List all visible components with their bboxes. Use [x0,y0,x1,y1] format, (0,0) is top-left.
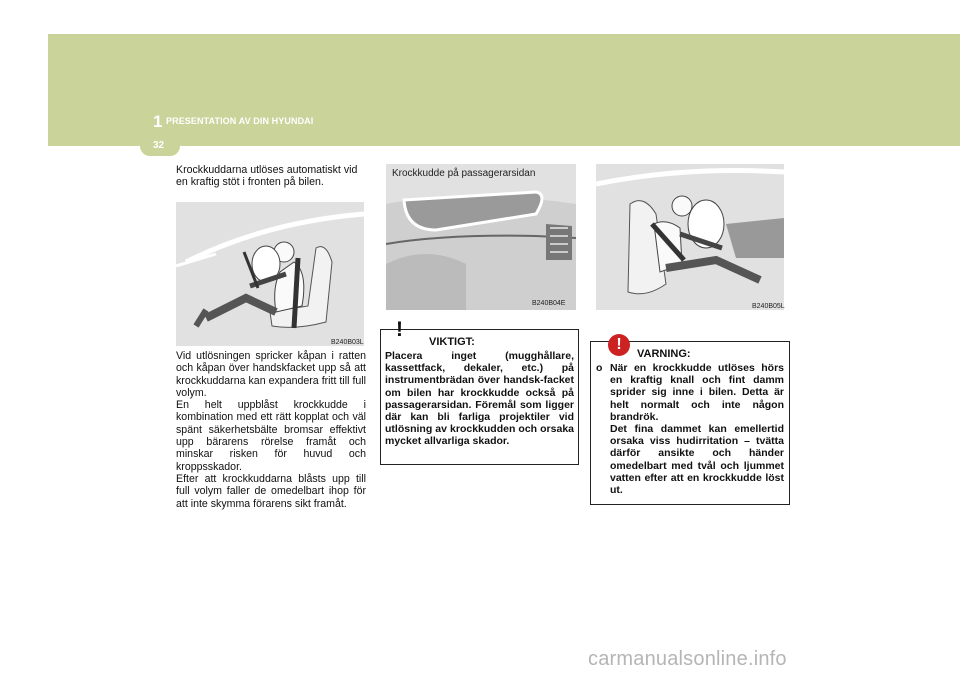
body-paragraph: Vid utlösningen spricker kåpan i ratten och kåpan över handskfacket upp så att krockkuddarna kan expandera fritt till full volym. [176,350,366,399]
body-paragraph: En helt uppblåst krockkudde i kombination med ett rätt kopplat och väl spänt säkerhetsbälte bromsar effektivt upp bärarens rörelse framåt och minskar risken för huvud och kroppsskador. [176,399,366,473]
driver-airbag-figure [176,202,364,346]
body-text [176,350,366,510]
passenger-airbag-figure [386,164,576,310]
deployed-figure-code: B240B05L [752,303,785,310]
notice-title: VIKTIGT: [429,336,475,348]
deployed-airbag-figure [596,164,784,310]
warning-text-2: Det fina dammet kan emellertid orsaka viss hudirritation – tvätta därför ansikte och händer omedelbart med tvål och ljummet vatten efter att en krockkudde löst ut. [610,423,784,497]
exclamation-icon: ! [396,318,403,341]
driver-airbag-illustration-icon [176,202,364,346]
chapter-title: PRESENTATION AV DIN HYUNDAI [166,116,314,126]
warning-text [596,362,784,496]
warning-text-1: När en krockkudde utlöses hörs en kraftig knall och fint damm sprider sig inne i bilen. Detta är helt normalt och inte någon brandrök. [610,362,784,423]
passenger-figure-code: B240B04E [532,300,566,307]
notice-box [380,318,579,465]
watermark: carmanualsonline.info [588,648,787,670]
warning-box [590,336,790,505]
chapter-number: 1 [153,112,163,131]
header-band [48,34,960,146]
bullet-marker: o [596,362,603,374]
warning-title: VARNING: [637,348,691,360]
warning-exclamation-icon: ! [608,334,630,356]
page-number: 32 [153,140,165,151]
intro-text: Krockkuddarna utlöses automatiskt vid en kraftig stöt i fronten på bilen. [176,164,358,189]
deployed-airbag-illustration-icon [596,164,784,310]
notice-text: Placera inget (mugghållare, kassettfack, dekaler, etc.) på instrumentbrädan över handsk-facket om bilen har krockkudde också på passagerarsidan. Föremål som ligger där kan bli farliga projektiler vid utlösning av krockkudden och orsaka mycket allvarliga skador. [385,350,574,448]
driver-figure-code: B240B03L [331,339,364,346]
body-paragraph: Efter att krockkuddarna blåsts upp till full volym faller de omedelbart ihop för att inte skymma förarens sikt framåt. [176,472,366,510]
passenger-figure-caption: Krockkudde på passagerarsidan [392,168,536,179]
passenger-airbag-dashboard-illustration-icon [386,164,576,310]
